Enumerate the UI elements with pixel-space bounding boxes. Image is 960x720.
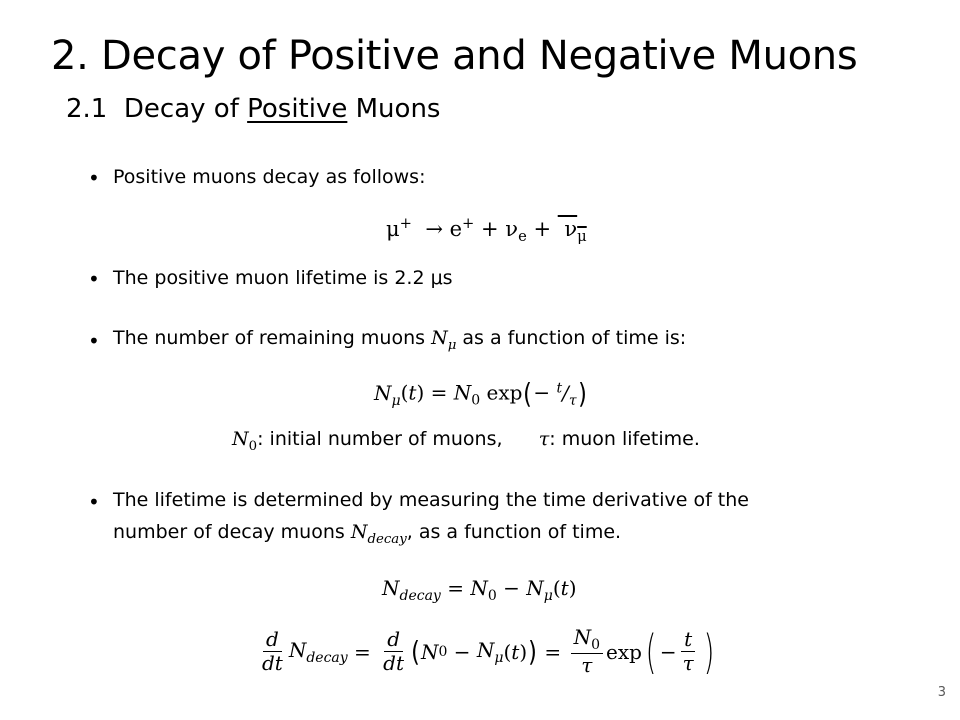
bullet-derivative-line2: [113, 521, 621, 547]
bullet-marker: •: [88, 267, 100, 291]
decay-equation: $\mu^+ \to e^+ + \nu_e + \nu_\mu$: [386, 215, 587, 246]
bullet-lifetime-text: The positive muon lifetime is 2.2 μs: [113, 267, 453, 289]
bullet-marker: •: [88, 490, 100, 514]
exponential-equation: $N_\mu(t) = N_0$ $\exp(- ^t/_\tau)$: [374, 377, 587, 411]
bullet-marker: •: [88, 329, 100, 353]
bullet-derivative-post: , as a function of time.: [406, 521, 622, 543]
section-suffix: Muons: [347, 94, 441, 124]
n-mu-symbol: $N_\mu$: [431, 327, 457, 353]
n0-description: : initial number of muons,: [257, 428, 503, 450]
slide-title: 2. Decay of Positive and Negative Muons: [51, 33, 858, 79]
bullet-remaining-text: [113, 327, 686, 353]
bullet-remaining-post: as a function of time is:: [456, 327, 687, 349]
n-decay-equation: $N_{decay} = N_0 - N_\mu(t)$: [382, 576, 577, 604]
section-heading: [66, 94, 440, 124]
derivative-equation: $\frac{d}{dt}$ $N_{decay}$ = $\frac{d}{dt}$ ( N 0 − $N_\mu$ ( t ) ) = $\frac{N_0}{\tau}$ exp ( − $\frac{t}{\tau}$ ): [262, 624, 715, 679]
bullet-decay-text: Positive muons decay as follows:: [113, 166, 426, 188]
symbol-legend: [232, 428, 700, 454]
n0-symbol: $N_0$: [232, 428, 258, 454]
tau-symbol: τ: [538, 428, 550, 450]
bullet-marker: •: [88, 166, 100, 190]
page-number: 3: [937, 685, 946, 700]
bullet-derivative-pre: number of decay muons: [113, 521, 351, 543]
section-underlined: Positive: [247, 94, 348, 124]
section-prefix: Decay of: [123, 94, 248, 124]
section-number: 2.1: [66, 94, 108, 124]
bullet-remaining-pre: The number of remaining muons: [113, 327, 432, 349]
tau-description: : muon lifetime.: [549, 428, 700, 450]
n-decay-symbol: $N_{decay}$: [350, 521, 407, 547]
bullet-derivative-line1: The lifetime is determined by measuring the time derivative of the: [113, 489, 749, 511]
